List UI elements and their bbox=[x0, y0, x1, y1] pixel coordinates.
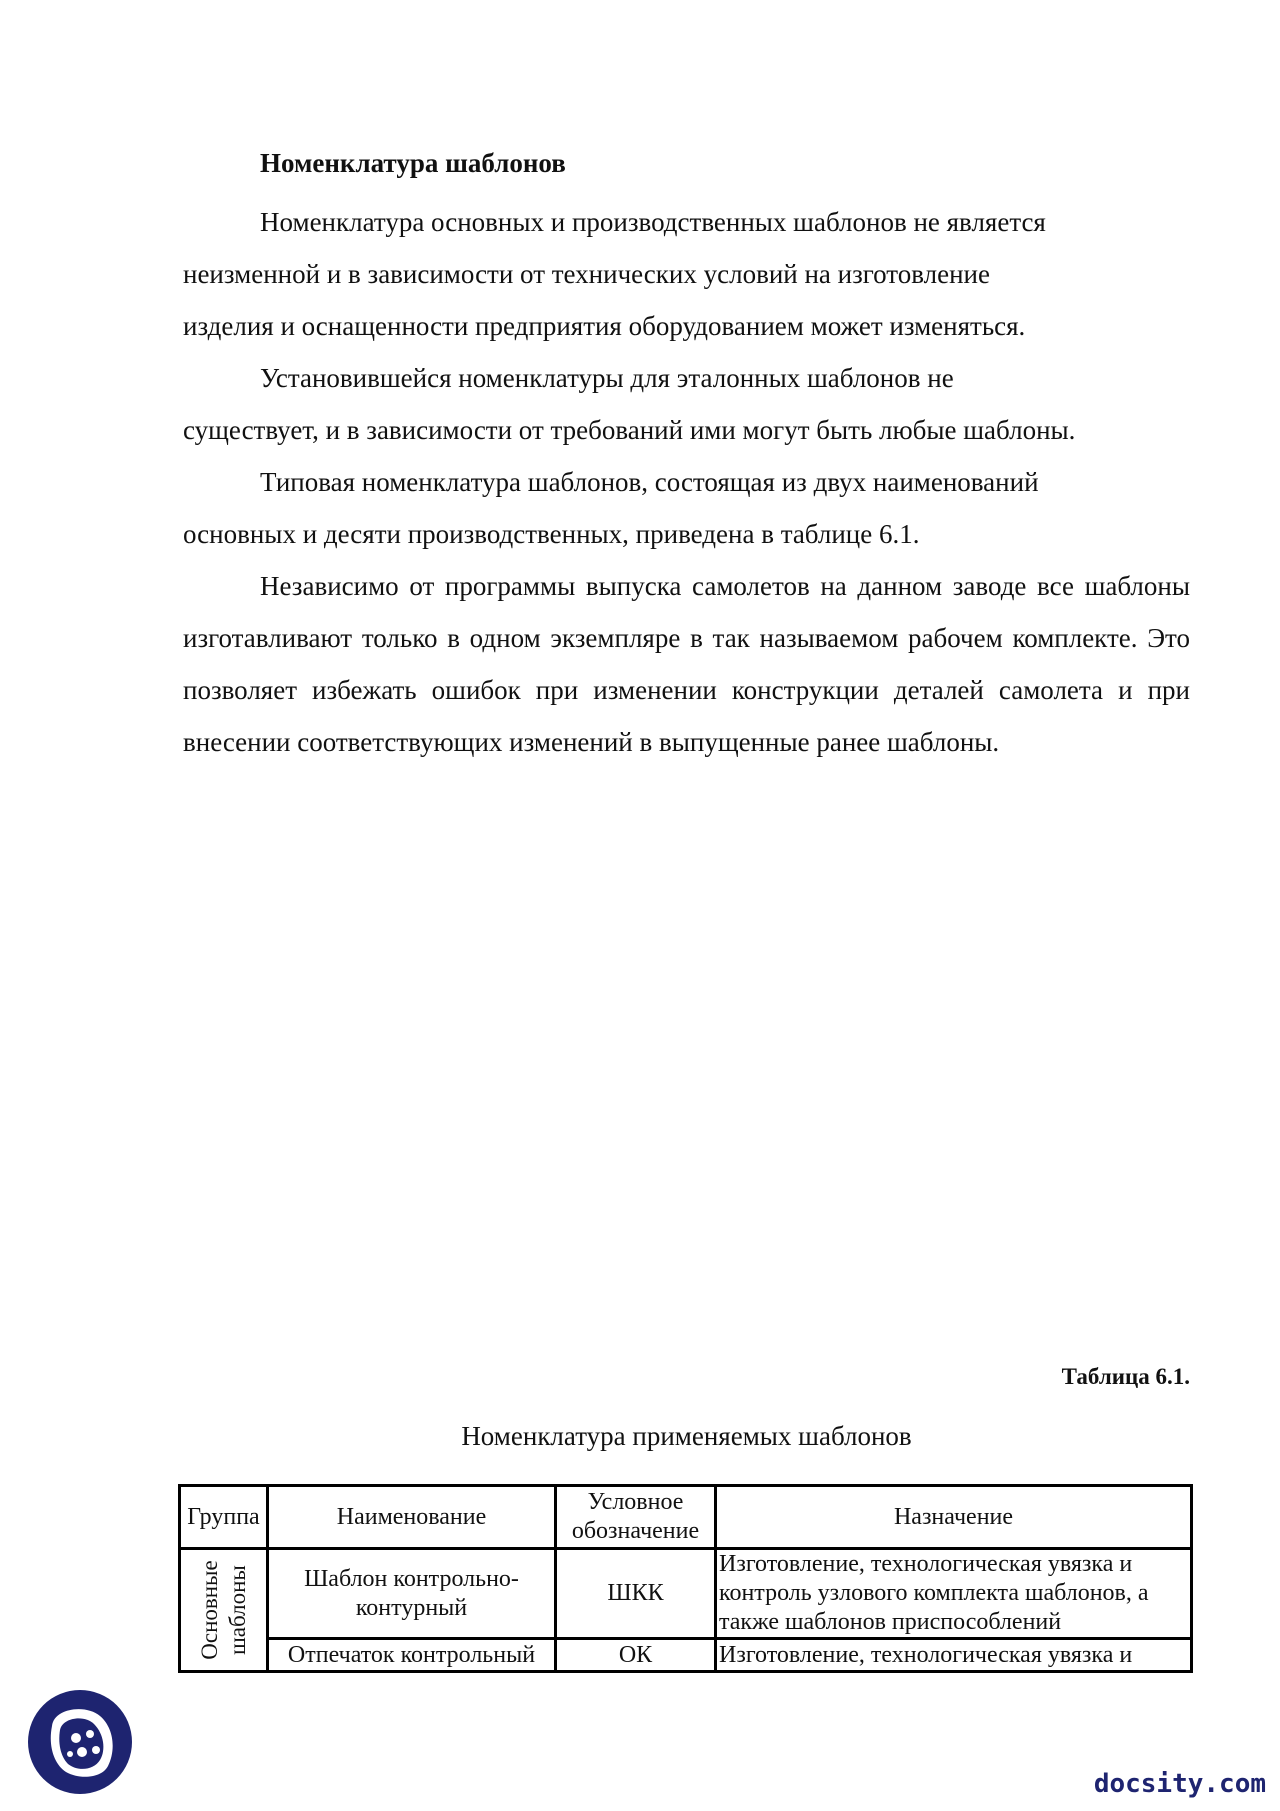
cell-name: Шаблон контрольно-контурный bbox=[268, 1549, 556, 1639]
text-line: существует, и в зависимости от требований ими могут быть любые шаблоны. bbox=[183, 415, 1076, 445]
text-line: Номенклатура основных и производственных шаблонов не является bbox=[260, 207, 1046, 237]
brand-link[interactable]: docsity.com bbox=[1093, 1769, 1266, 1799]
docsity-logo-icon bbox=[24, 1686, 136, 1798]
header-name: Наименование bbox=[268, 1486, 556, 1549]
paragraph bbox=[183, 456, 1190, 560]
text-line: неизменной и в зависимости от технических условий на изготовление bbox=[183, 259, 990, 289]
body-text bbox=[183, 196, 1190, 768]
text-line: Типовая номенклатура шаблонов, состоящая из двух наименований bbox=[260, 467, 1039, 497]
cell-purpose: Изготовление, технологическая увязка и контроль узлового комплекта шаблонов, а также шаблонов приспособлений bbox=[716, 1549, 1192, 1639]
header-code: Условное обозначение bbox=[556, 1486, 716, 1549]
text-line: Установившейся номенклатуры для эталонных шаблонов не bbox=[260, 363, 954, 393]
header-purpose: Назначение bbox=[716, 1486, 1192, 1549]
nomenclature-table bbox=[178, 1484, 1193, 1673]
group-cell bbox=[180, 1549, 268, 1672]
table-row bbox=[180, 1639, 1192, 1672]
group-label: Основные шаблоны bbox=[196, 1560, 250, 1660]
cell-purpose: Изготовление, технологическая увязка и bbox=[716, 1639, 1192, 1672]
cell-name: Отпечаток контрольный bbox=[268, 1639, 556, 1672]
table-caption: Таблица 6.1. bbox=[1061, 1364, 1190, 1389]
cell-code: ОК bbox=[556, 1639, 716, 1672]
cell-code: ШКК bbox=[556, 1549, 716, 1639]
paragraph-justified: Независимо от программы выпуска самолетов на данном заводе все шаблоны изготавливают только в одном экземпляре в так называемом рабочем комплекте. Это позволяет избежать ошибок при изменении конструкции деталей самолета и при внесении соответствующих изменений в выпущенные ранее шаблоны. bbox=[183, 571, 1190, 757]
text-line: основных и десяти производственных, приведена в таблице 6.1. bbox=[183, 519, 920, 549]
header-group: Группа bbox=[180, 1486, 268, 1549]
section-heading: Номенклатура шаблонов bbox=[260, 148, 566, 178]
table-header-row bbox=[180, 1486, 1192, 1549]
table-title: Номенклатура применяемых шаблонов bbox=[461, 1421, 912, 1451]
paragraph bbox=[183, 196, 1190, 352]
table-row bbox=[180, 1549, 1192, 1639]
text-line: изделия и оснащенности предприятия оборудованием может изменяться. bbox=[183, 311, 1026, 341]
paragraph bbox=[183, 352, 1190, 456]
